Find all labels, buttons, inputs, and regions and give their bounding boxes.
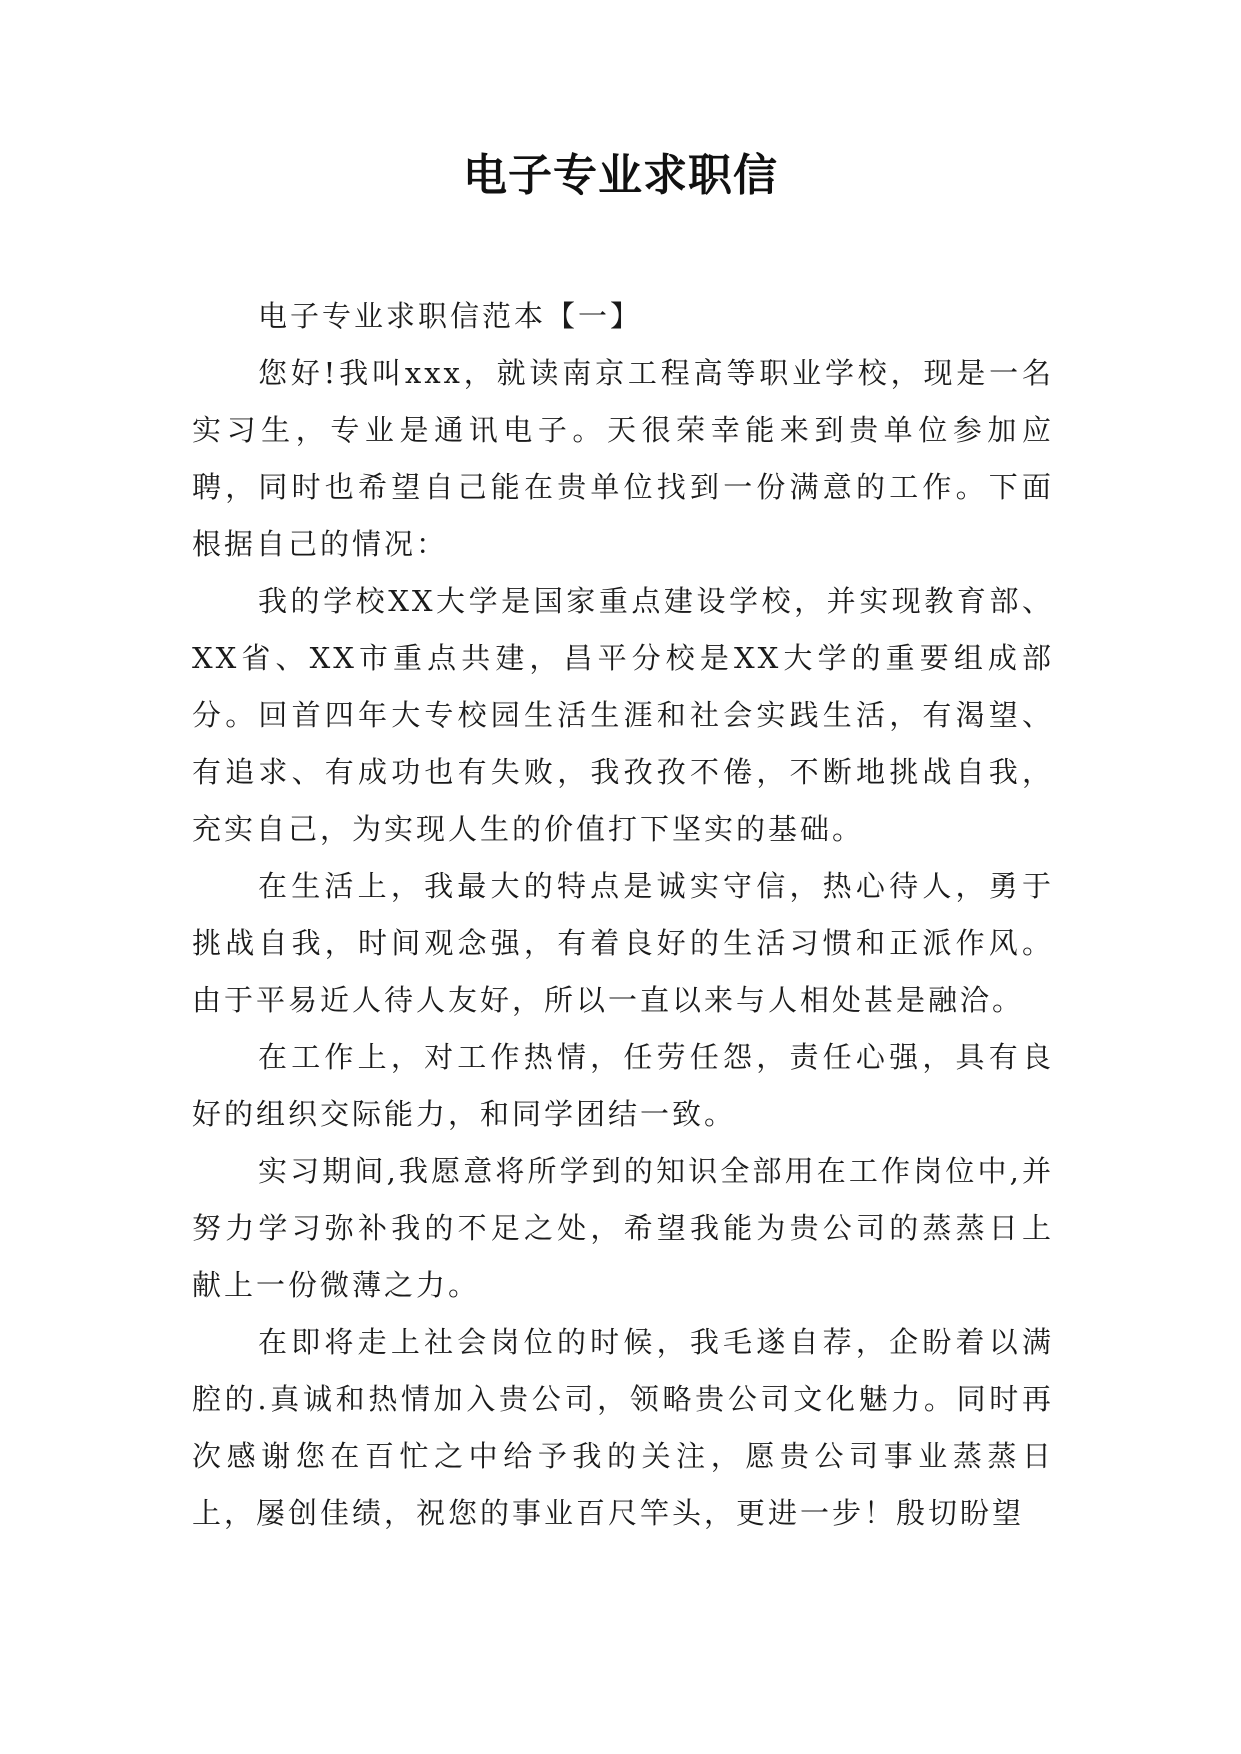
letter-body [192,288,1054,1542]
paragraph-heading: 电子专业求职信范本【一】 [258,299,643,333]
paragraph: 在工作上，对工作热情，任劳任怨，责任心强，具有良好的组织交际能力，和同学团结一致。 [192,1040,1054,1131]
paragraph: 我的学校XX大学是国家重点建设学校，并实现教育部、XX省、XX市重点共建，昌平分校是XX大学的重要组成部分。回首四年大专校园生活生涯和社会实践生活，有渴望、有追求、有成功也有失败，我孜孜不倦，不断地挑战自我，充实自己，为实现人生的价值打下坚实的基础。 [192,584,1054,846]
paragraph: 在即将走上社会岗位的时候，我毛遂自荐，企盼着以满腔的.真诚和热情加入贵公司，领略贵公司文化魅力。同时再次感谢您在百忙之中给予我的关注，愿贵公司事业蒸蒸日上，屡创佳绩，祝您的事业百尺竿头，更进一步！殷切盼望 [192,1325,1054,1530]
page-title: 电子专业求职信 [463,150,778,201]
paragraph: 实习期间,我愿意将所学到的知识全部用在工作岗位中,并努力学习弥补我的不足之处，希望我能为贵公司的蒸蒸日上献上一份微薄之力。 [192,1154,1054,1302]
paragraph: 您好!我叫xxx，就读南京工程高等职业学校，现是一名实习生，专业是通讯电子。天很荣幸能来到贵单位参加应聘，同时也希望自己能在贵单位找到一份满意的工作。下面根据自己的情况： [192,356,1054,561]
paragraph: 在生活上，我最大的特点是诚实守信，热心待人，勇于挑战自我，时间观念强，有着良好的生活习惯和正派作风。由于平易近人待人友好，所以一直以来与人相处甚是融洽。 [192,869,1054,1017]
